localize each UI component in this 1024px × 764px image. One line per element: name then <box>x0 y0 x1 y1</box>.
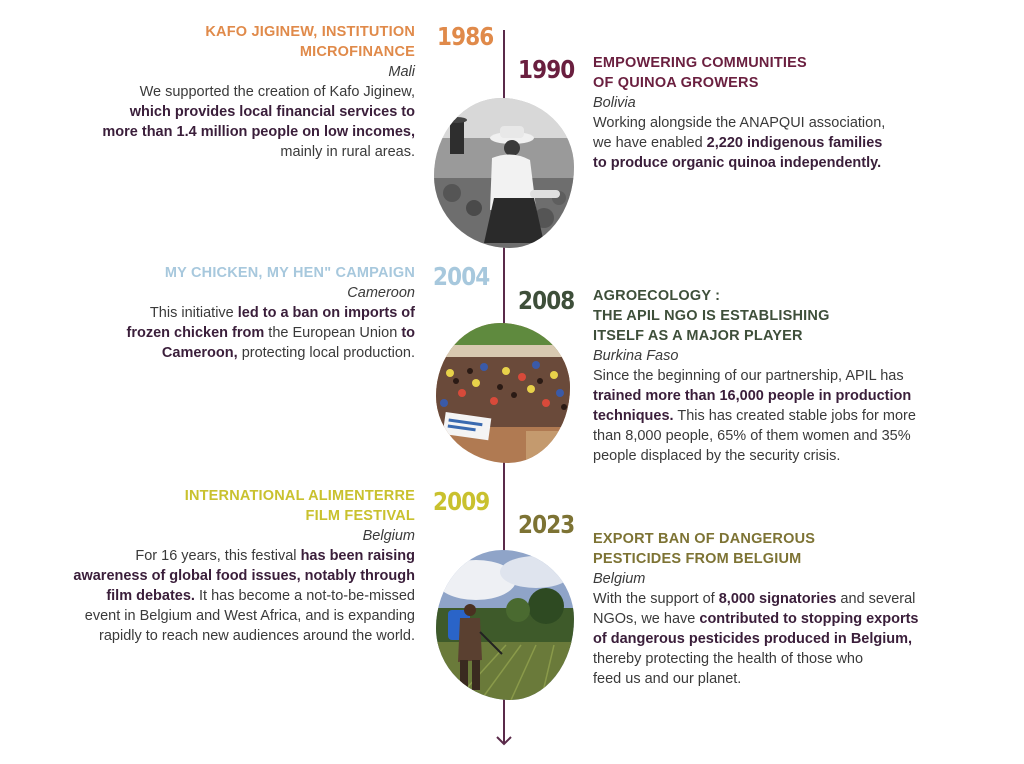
entry-description: We supported the creation of Kafo Jiginew, which provides local financial services to more than 1.4 million people on low incomes, mainly in rural areas. <box>102 84 415 160</box>
entry-country: Bolivia <box>593 95 636 111</box>
year-2009: 2009 <box>433 487 490 516</box>
entry-title: EMPOWERING COMMUNITIES OF QUINOA GROWERS <box>593 55 807 91</box>
entry-country: Belgium <box>362 528 415 544</box>
entry-title: INTERNATIONAL ALIMENTERRE FILM FESTIVAL <box>184 488 415 524</box>
entry-description: Working alongside the ANAPQUI association, we have enabled 2,220 indigenous families to produce organic quinoa independently. <box>593 115 886 171</box>
arrow-down-icon <box>496 726 512 746</box>
year-1990: 1990 <box>518 55 575 84</box>
entry-country: Belgium <box>593 571 646 587</box>
entry-description: With the support of 8,000 signatories and several NGOs, we have contributed to stopping exports of dangerous pesticides produced in Belgium, thereby protecting the health of those who feed us and our planet. <box>593 591 919 687</box>
entry-2008 <box>593 286 1013 466</box>
entry-2004 <box>15 263 415 363</box>
entry-description: This initiative led to a ban on imports of frozen chicken from the European Union to Cameroon, protecting local production. <box>126 305 415 361</box>
entry-1990 <box>593 53 993 173</box>
entry-description: Since the beginning of our partnership, APIL has trained more than 16,000 people in production techniques. This has created stable jobs for more than 8,000 people, 65% of them women and 35% people displaced by the security crisis. <box>593 368 916 464</box>
crowd-march-photo <box>436 323 570 463</box>
entry-description: For 16 years, this festival has been raising awareness of global food issues, notably through film debates. It has become a not-to-be-missed event in Belgium and West Africa, and is expanding rapidly to reach new audiences around the world. <box>73 548 415 644</box>
entry-country: Mali <box>388 64 415 80</box>
pesticide-sprayer-photo <box>436 550 574 700</box>
year-2004: 2004 <box>433 262 490 291</box>
entry-1986 <box>35 22 415 162</box>
entry-title: MY CHICKEN, MY HEN" CAMPAIGN <box>164 265 415 281</box>
entry-country: Burkina Faso <box>593 348 679 364</box>
entry-title: AGROECOLOGY : THE APIL NGO IS ESTABLISHING ITSELF AS A MAJOR PLAYER <box>593 288 830 344</box>
entry-country: Cameroon <box>347 285 415 301</box>
entry-title: EXPORT BAN OF DANGEROUS PESTICIDES FROM BELGIUM <box>593 531 816 567</box>
entry-title: KAFO JIGINEW, INSTITUTION MICROFINANCE <box>205 24 415 60</box>
year-1986: 1986 <box>437 22 494 51</box>
entry-2009 <box>0 486 415 646</box>
quinoa-grower-photo <box>434 98 574 248</box>
entry-2023 <box>593 529 1013 689</box>
year-2023: 2023 <box>518 510 575 539</box>
year-2008: 2008 <box>518 286 575 315</box>
